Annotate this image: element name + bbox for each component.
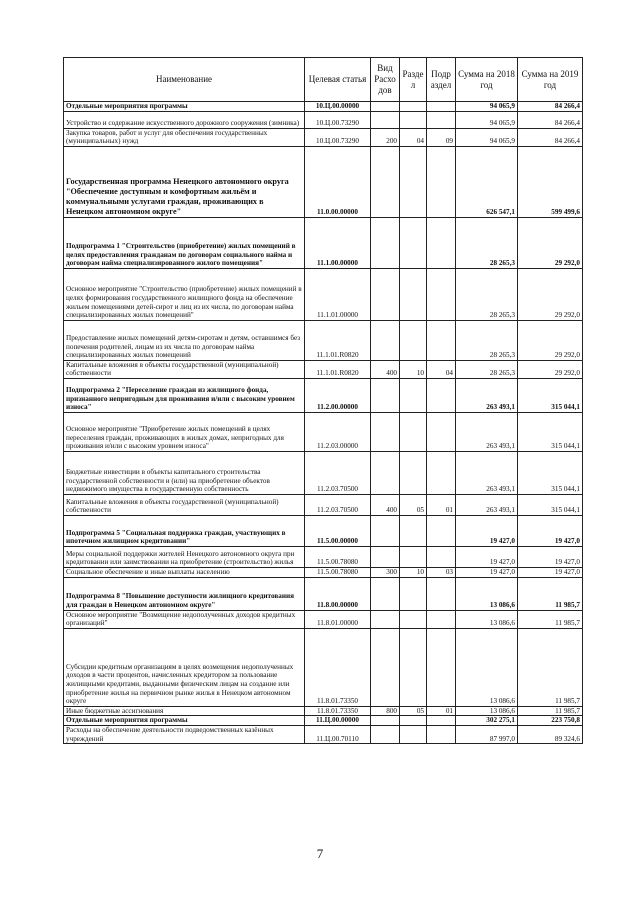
row-target-code: 11.8.01.73350 xyxy=(305,706,371,716)
row-expense-kind: 200 xyxy=(371,128,400,146)
row-name: Меры социальной поддержки жителей Ненецкого автономного округа при кредитовании или заимствовании на приобретение (строительство) жилья xyxy=(64,546,305,567)
row-section xyxy=(400,515,427,546)
row-subsection xyxy=(427,146,456,217)
col-header-sum-2019: Сумма на 2019 год xyxy=(518,58,583,102)
row-target-code: 11.1.01.R0820 xyxy=(305,320,371,360)
row-sum-2019: 29 292,0 xyxy=(518,320,583,360)
row-sum-2018: 94 065,9 xyxy=(456,111,518,128)
row-sum-2018: 28 265,3 xyxy=(456,360,518,378)
col-header-subsection: Подр аздел xyxy=(427,58,456,102)
col-header-target: Целевая статья xyxy=(305,58,371,102)
row-target-code: 11.8.01.00000 xyxy=(305,610,371,628)
row-target-code: 11.5.00.78080 xyxy=(305,567,371,577)
row-name: Социальное обеспечение и иные выплаты населению xyxy=(64,567,305,577)
col-header-sum-2018: Сумма на 2018 год xyxy=(456,58,518,102)
row-target-code: 10.Ц.00.73290 xyxy=(305,128,371,146)
row-section: 05 xyxy=(400,494,427,515)
row-sum-2018: 94 065,9 xyxy=(456,128,518,146)
row-section xyxy=(400,546,427,567)
row-sum-2019: 315 044,1 xyxy=(518,412,583,451)
row-sum-2019: 29 292,0 xyxy=(518,217,583,268)
table-row xyxy=(64,546,583,567)
row-name: Основное мероприятие "Приобретение жилых помещений в целях переселения граждан, проживающих в жилых домах, непригодных для проживания и/или с высоким уровнем износа" xyxy=(64,412,305,451)
row-name: Отдельные мероприятия программы xyxy=(64,102,305,112)
row-subsection xyxy=(427,515,456,546)
col-header-name: Наименование xyxy=(64,58,305,102)
table-row xyxy=(64,378,583,412)
row-section xyxy=(400,577,427,610)
row-sum-2018: 13 086,6 xyxy=(456,628,518,706)
row-subsection xyxy=(427,725,456,743)
row-name: Устройство и содержание искусственного дорожного сооружения (зимника) xyxy=(64,111,305,128)
row-target-code: 10.Ц.00.73290 xyxy=(305,111,371,128)
row-subsection xyxy=(427,577,456,610)
table-row xyxy=(64,217,583,268)
row-subsection: 03 xyxy=(427,567,456,577)
row-section: 10 xyxy=(400,567,427,577)
row-section xyxy=(400,451,427,494)
row-target-code: 11.1.01.R0820 xyxy=(305,360,371,378)
row-section xyxy=(400,268,427,320)
row-sum-2018: 263 493,1 xyxy=(456,451,518,494)
row-target-code: 11.5.00.00000 xyxy=(305,515,371,546)
table-row xyxy=(64,494,583,515)
row-sum-2018: 13 086,6 xyxy=(456,577,518,610)
row-name: Подпрограмма 1 "Строительство (приобретение) жилых помещений в целях предоставления гражданам по договорам социального найма и договорам найма специализированного жилого помещения" xyxy=(64,217,305,268)
row-sum-2018: 94 065,9 xyxy=(456,102,518,112)
row-expense-kind xyxy=(371,412,400,451)
row-name: Капитальные вложения в объекты государственной (муниципальной) собственности xyxy=(64,360,305,378)
row-subsection: 01 xyxy=(427,706,456,716)
row-sum-2019: 315 044,1 xyxy=(518,378,583,412)
row-subsection xyxy=(427,102,456,112)
row-section xyxy=(400,412,427,451)
row-sum-2018: 19 427,0 xyxy=(456,515,518,546)
row-sum-2019: 11 985,7 xyxy=(518,577,583,610)
row-expense-kind xyxy=(371,217,400,268)
row-expense-kind xyxy=(371,320,400,360)
row-expense-kind xyxy=(371,716,400,726)
table-row xyxy=(64,111,583,128)
table-row xyxy=(64,102,583,112)
row-name: Государственная программа Ненецкого автономного округа "Обеспечение доступным и комфортным жильём и коммунальными услугами граждан, проживающих в Ненецком автономном округе" xyxy=(64,146,305,217)
row-section: 04 xyxy=(400,128,427,146)
row-expense-kind: 800 xyxy=(371,706,400,716)
row-sum-2018: 263 493,1 xyxy=(456,494,518,515)
row-section xyxy=(400,628,427,706)
row-sum-2018: 13 086,6 xyxy=(456,706,518,716)
table-row xyxy=(64,706,583,716)
row-name: Расходы на обеспечение деятельности подведомственных казённых учреждений xyxy=(64,725,305,743)
table-row xyxy=(64,451,583,494)
row-sum-2018: 28 265,3 xyxy=(456,320,518,360)
row-name: Капитальные вложения в объекты государственной (муниципальной) собственности xyxy=(64,494,305,515)
row-sum-2019: 84 266,4 xyxy=(518,102,583,112)
row-section xyxy=(400,102,427,112)
row-section xyxy=(400,217,427,268)
row-sum-2019: 599 499,6 xyxy=(518,146,583,217)
row-subsection: 09 xyxy=(427,128,456,146)
row-name: Отдельные мероприятия программы xyxy=(64,716,305,726)
row-sum-2019: 19 427,0 xyxy=(518,567,583,577)
row-section xyxy=(400,320,427,360)
col-header-kind: Вид Расхо дов xyxy=(371,58,400,102)
row-expense-kind xyxy=(371,102,400,112)
row-section xyxy=(400,378,427,412)
table-row xyxy=(64,716,583,726)
row-subsection xyxy=(427,320,456,360)
row-sum-2018: 263 493,1 xyxy=(456,378,518,412)
row-name: Основное мероприятие "Строительство (приобретение) жилых помещений в целях формирования государственного жилищного фонда на обеспечение жильем помещениями детей-сирот и лиц из их числа, по договорам найма специализированных жилых помещений" xyxy=(64,268,305,320)
row-subsection xyxy=(427,412,456,451)
row-sum-2018: 302 275,1 xyxy=(456,716,518,726)
row-expense-kind xyxy=(371,111,400,128)
row-target-code: 11.8.00.00000 xyxy=(305,577,371,610)
row-subsection xyxy=(427,111,456,128)
row-subsection: 01 xyxy=(427,494,456,515)
row-name: Основное мероприятие "Возмещение недополученных доходов кредитных организаций" xyxy=(64,610,305,628)
row-subsection xyxy=(427,716,456,726)
row-section: 10 xyxy=(400,360,427,378)
row-sum-2018: 19 427,0 xyxy=(456,546,518,567)
table-row xyxy=(64,628,583,706)
budget-sheet xyxy=(63,57,582,744)
row-target-code: 11.1.01.00000 xyxy=(305,268,371,320)
row-name: Подпрограмма 5 "Социальная поддержка граждан, участвующих в ипотечном жилищном кредитовании" xyxy=(64,515,305,546)
table-row xyxy=(64,412,583,451)
row-sum-2019: 84 266,4 xyxy=(518,111,583,128)
row-subsection: 04 xyxy=(427,360,456,378)
row-sum-2019: 11 985,7 xyxy=(518,610,583,628)
row-section: 05 xyxy=(400,706,427,716)
row-name: Подпрограмма 2 "Переселение граждан из жилищного фонда, признанного непригодным для проживания и/или с высоким уровнем износа" xyxy=(64,378,305,412)
row-section xyxy=(400,725,427,743)
table-row xyxy=(64,610,583,628)
row-expense-kind xyxy=(371,610,400,628)
row-name: Иные бюджетные ассигнования xyxy=(64,706,305,716)
row-name: Субсидии кредитным организациям в целях возмещения недополученных доходов в части процентов, начисленных кредитором за пользование жилищными кредитами, выданными физическим лицам на создание или приобретение жилья на первичном рынке жилья в Ненецком автономном округе xyxy=(64,628,305,706)
row-sum-2019: 29 292,0 xyxy=(518,268,583,320)
row-subsection xyxy=(427,268,456,320)
table-header-row xyxy=(64,58,583,102)
row-sum-2018: 28 265,3 xyxy=(456,217,518,268)
row-subsection xyxy=(427,378,456,412)
budget-table xyxy=(63,57,583,744)
row-target-code: 11.2.00.00000 xyxy=(305,378,371,412)
row-target-code: 11.8.01.73350 xyxy=(305,628,371,706)
row-expense-kind xyxy=(371,628,400,706)
row-sum-2019: 223 750,8 xyxy=(518,716,583,726)
table-row xyxy=(64,567,583,577)
row-target-code: 11.2.03.70500 xyxy=(305,494,371,515)
table-row xyxy=(64,268,583,320)
row-expense-kind: 300 xyxy=(371,567,400,577)
row-section xyxy=(400,610,427,628)
row-target-code: 10.Ц.00.00000 xyxy=(305,102,371,112)
row-name: Бюджетные инвестиции в объекты капитального строительства государственной собственности и (или) на приобретение объектов недвижимого имущества в государственную собственность xyxy=(64,451,305,494)
col-header-section: Разде л xyxy=(400,58,427,102)
table-row xyxy=(64,725,583,743)
row-expense-kind xyxy=(371,451,400,494)
row-target-code: 11.1.00.00000 xyxy=(305,217,371,268)
table-body xyxy=(64,102,583,744)
row-target-code: 11.2.03.70500 xyxy=(305,451,371,494)
row-name: Подпрограмма 8 "Повышение доступности жилищного кредитования для граждан в Ненецком автономном округе" xyxy=(64,577,305,610)
row-expense-kind: 400 xyxy=(371,494,400,515)
table-row xyxy=(64,515,583,546)
row-subsection xyxy=(427,217,456,268)
row-name: Закупка товаров, работ и услуг для обеспечения государственных (муниципальных) нужд xyxy=(64,128,305,146)
row-sum-2019: 315 044,1 xyxy=(518,451,583,494)
row-expense-kind xyxy=(371,546,400,567)
row-target-code: 11.Ц.00.70110 xyxy=(305,725,371,743)
row-sum-2019: 11 985,7 xyxy=(518,628,583,706)
table-row xyxy=(64,128,583,146)
row-expense-kind xyxy=(371,577,400,610)
row-subsection xyxy=(427,546,456,567)
row-target-code: 11.5.00.78080 xyxy=(305,546,371,567)
row-sum-2019: 84 266,4 xyxy=(518,128,583,146)
row-sum-2018: 19 427,0 xyxy=(456,567,518,577)
row-sum-2019: 29 292,0 xyxy=(518,360,583,378)
row-section xyxy=(400,146,427,217)
row-expense-kind xyxy=(371,725,400,743)
table-row xyxy=(64,360,583,378)
table-row xyxy=(64,577,583,610)
row-sum-2018: 28 265,3 xyxy=(456,268,518,320)
row-sum-2019: 19 427,0 xyxy=(518,515,583,546)
table-row xyxy=(64,320,583,360)
row-expense-kind: 400 xyxy=(371,360,400,378)
row-sum-2019: 19 427,0 xyxy=(518,546,583,567)
row-section xyxy=(400,111,427,128)
row-expense-kind xyxy=(371,146,400,217)
row-target-code: 11.Ц.00.00000 xyxy=(305,716,371,726)
row-sum-2018: 626 547,1 xyxy=(456,146,518,217)
row-sum-2018: 13 086,6 xyxy=(456,610,518,628)
row-expense-kind xyxy=(371,378,400,412)
row-sum-2018: 87 997,0 xyxy=(456,725,518,743)
row-target-code: 11.0.00.00000 xyxy=(305,146,371,217)
row-subsection xyxy=(427,610,456,628)
row-expense-kind xyxy=(371,515,400,546)
row-sum-2018: 263 493,1 xyxy=(456,412,518,451)
table-row xyxy=(64,146,583,217)
row-sum-2019: 315 044,1 xyxy=(518,494,583,515)
row-sum-2019: 11 985,7 xyxy=(518,706,583,716)
row-target-code: 11.2.03.00000 xyxy=(305,412,371,451)
row-expense-kind xyxy=(371,268,400,320)
row-sum-2019: 89 324,6 xyxy=(518,725,583,743)
page-number: 7 xyxy=(316,846,324,861)
row-section xyxy=(400,716,427,726)
row-subsection xyxy=(427,451,456,494)
row-name: Предоставление жилых помещений детям-сиротам и детям, оставшимся без попечения родителей, лицам из их числа по договорам найма специализированных жилых помещений xyxy=(64,320,305,360)
row-subsection xyxy=(427,628,456,706)
